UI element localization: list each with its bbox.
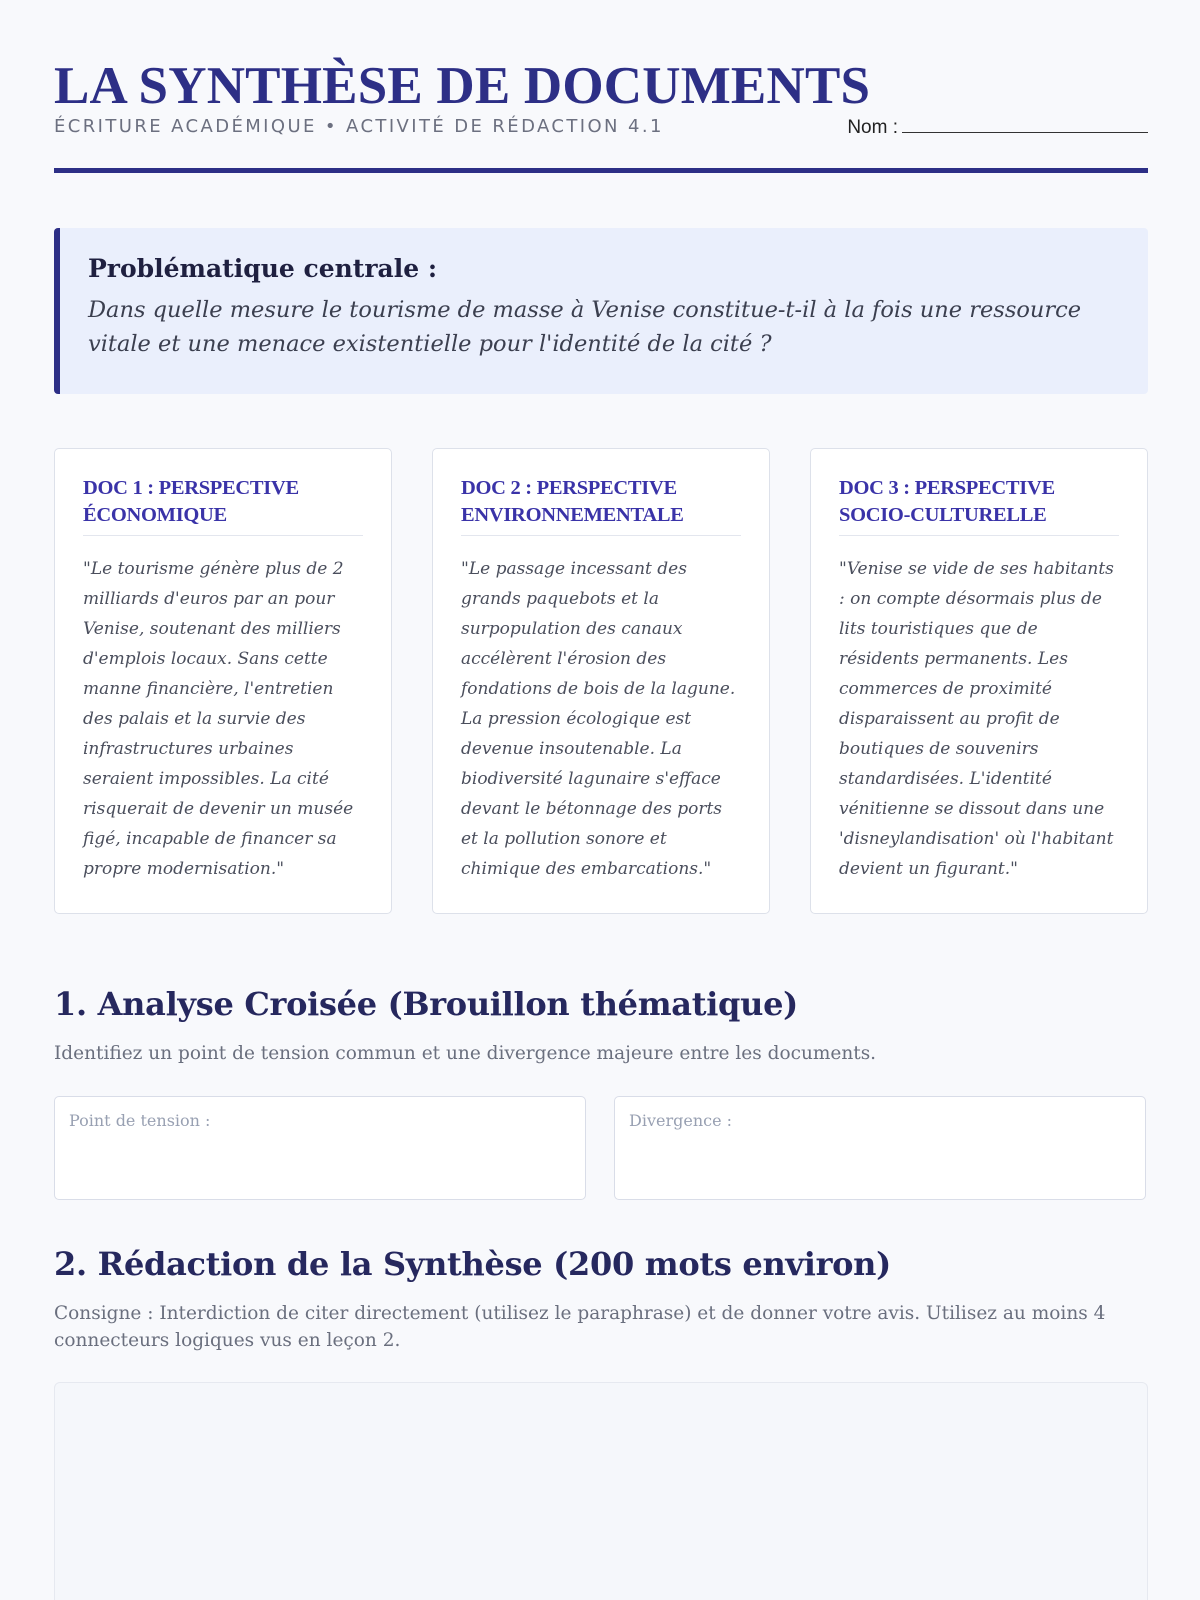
header-divider: [54, 168, 1148, 173]
header: [54, 56, 1148, 138]
tension-point-label: Point de tension :: [69, 1111, 211, 1130]
section-1-instructions: Identifiez un point de tension commun et une divergence majeure entre les documents.: [54, 1043, 877, 1064]
synthesis-writing-area[interactable]: [54, 1382, 1148, 1600]
documents-grid: [54, 448, 1148, 914]
doc-title: DOC 1 : PERSPECTIVE ÉCONOMIQUE: [83, 475, 363, 536]
doc-card-economic: [54, 448, 392, 914]
doc-quote: "Le tourisme génère plus de 2 milliards d'euros par an pour Venise, soutenant des milliers d'emplois locaux. Sans cette manne financière, l'entretien des palais et la survie des infrastructures urbaines seraient impossibles. La cité risquerait de devenir un musée figé, incapable de financer sa propre modernisation.": [83, 559, 354, 879]
page-title: LA SYNTHÈSE DE DOCUMENTS: [54, 57, 871, 115]
doc-title: DOC 2 : PERSPECTIVE ENVIRONNEMENTALE: [461, 475, 741, 536]
central-problem-box: [54, 228, 1148, 394]
section-2-instructions: Consigne : Interdiction de citer directement (utilisez le paraphrase) et de donner votre avis. Utilisez au moins 4 connecteurs logiques vus en leçon 2.: [54, 1303, 1106, 1351]
name-line[interactable]: [902, 116, 1148, 133]
section-2-title: 2. Rédaction de la Synthèse (200 mots environ): [54, 1245, 891, 1283]
doc-quote: "Le passage incessant des grands paquebots et la surpopulation des canaux accélèrent l'érosion des fondations de bois de la lagune. La pression écologique est devenue insoutenable. La biodiversité lagunaire s'efface devant le bétonnage des ports et la pollution sonore et chimique des embarcations.": [461, 559, 736, 879]
name-field[interactable]: [847, 116, 1148, 139]
doc-card-sociocultural: [810, 448, 1148, 914]
divergence-input[interactable]: [614, 1096, 1146, 1200]
tension-point-input[interactable]: [54, 1096, 586, 1200]
section-1-title: 1. Analyse Croisée (Brouillon thématique): [54, 985, 798, 1023]
name-label: Nom :: [847, 117, 898, 138]
problem-label: Problématique centrale :: [88, 254, 438, 283]
page-subtitle: ÉCRITURE ACADÉMIQUE • ACTIVITÉ DE RÉDACTION 4.1: [54, 116, 664, 137]
doc-card-environmental: [432, 448, 770, 914]
divergence-label: Divergence :: [629, 1111, 733, 1130]
worksheet-page: [54, 0, 1148, 1600]
doc-title: DOC 3 : PERSPECTIVE SOCIO-CULTURELLE: [839, 475, 1119, 536]
problem-text: Dans quelle mesure le tourisme de masse à Venise constitue-t-il à la fois une ressource vitale et une menace existentielle pour l'identité de la cité ?: [88, 297, 1082, 357]
doc-quote: "Venise se vide de ses habitants : on compte désormais plus de lits touristiques que de résidents permanents. Les commerces de proximité disparaissent au profit de boutiques de souvenirs standardisées. L'identité vénitienne se dissout dans une 'disneylandisation' où l'habitant devient un figurant.": [839, 559, 1114, 879]
